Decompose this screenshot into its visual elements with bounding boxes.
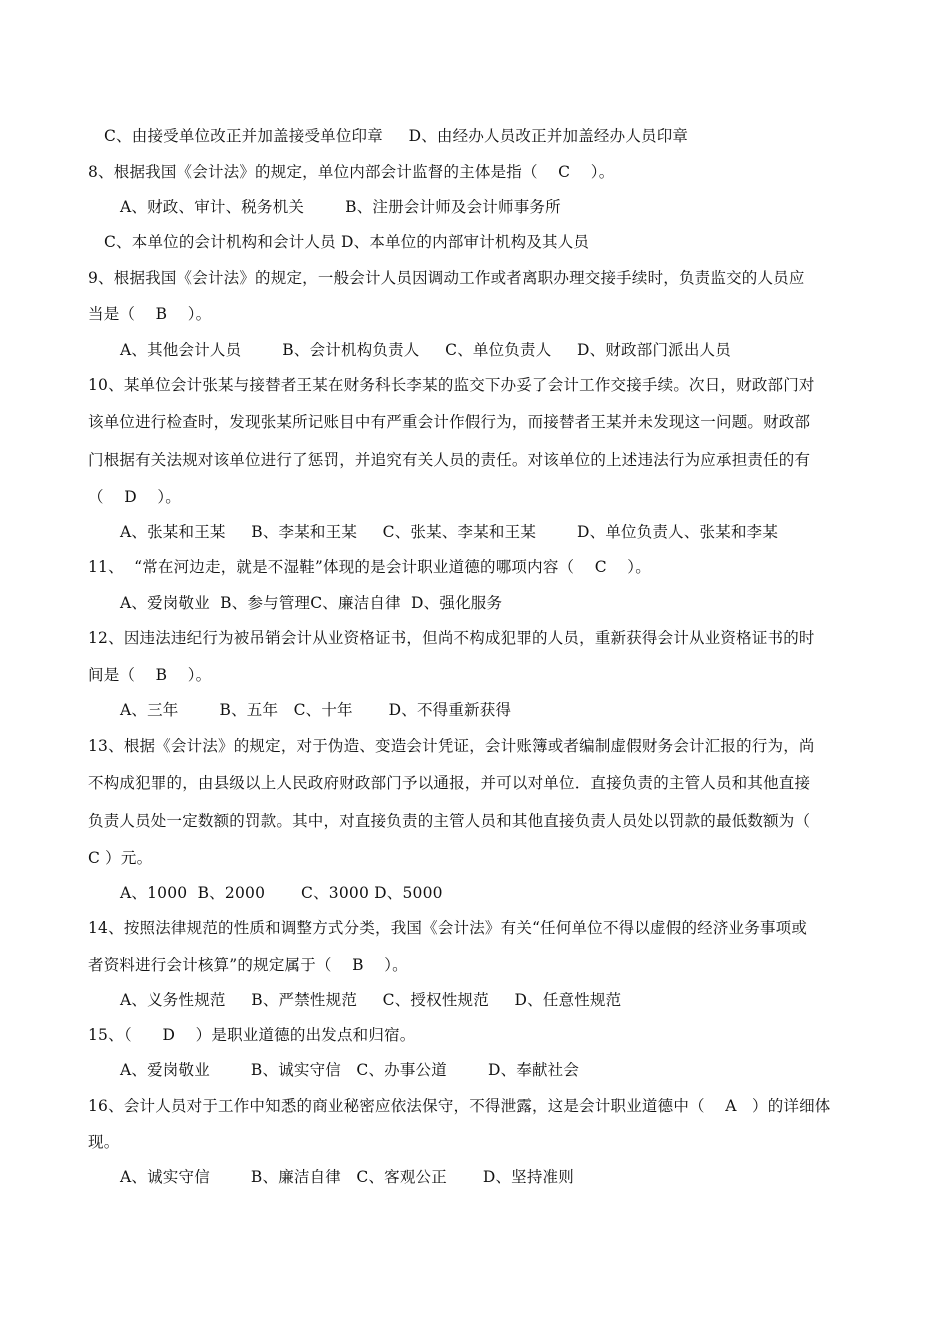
question-line: 13、根据《会计法》的规定，对于伪造、变造会计凭证，会计账簿或者编制虚假财务会计汇报的行为，尚: [88, 737, 815, 755]
option-line: A、张某和王某 B、李某和王某 C、张某、李某和王某 D、单位负责人、张某和李某: [120, 523, 779, 541]
question-line: 现。: [88, 1133, 120, 1151]
option-line: A、财政、审计、税务机关 B、注册会计师及会计师事务所: [120, 198, 561, 216]
question-line: （ D ）。: [88, 488, 181, 506]
question-line: 门根据有关法规对该单位进行了惩罚，并追究有关人员的责任。对该单位的上述违法行为应承担责任的有: [88, 451, 811, 469]
question-line: 负责人员处一定数额的罚款。其中，对直接负责的主管人员和其他直接负责人员处以罚款的最低数额为（: [88, 812, 811, 830]
question-line: 间是（ B ）。: [88, 666, 212, 684]
question-line: 12、因违法违纪行为被吊销会计从业资格证书，但尚不构成犯罪的人员，重新获得会计从业资格证书的时: [88, 629, 815, 647]
option-line: A、爱岗敬业 B、参与管理C、廉洁自律 D、强化服务: [120, 594, 503, 612]
option-line: C、由接受单位改正并加盖接受单位印章 D、由经办人员改正并加盖经办人员印章: [104, 127, 689, 145]
question-line: C ）元。: [88, 849, 153, 867]
option-line: A、三年 B、五年 C、十年 D、不得重新获得: [120, 701, 512, 719]
question-line: 当是（ B ）。: [88, 305, 212, 323]
question-line: 14、按照法律规范的性质和调整方式分类，我国《会计法》有关“任何单位不得以虚假的经济业务事项或: [88, 919, 808, 937]
question-line: 该单位进行检查时，发现张某所记账目中有严重会计作假行为，而接替者王某并未发现这一问题。财政部: [88, 413, 811, 431]
question-line: 11、 “常在河边走，就是不湿鞋”体现的是会计职业道德的哪项内容（ C ）。: [88, 558, 651, 576]
question-line: 9、根据我国《会计法》的规定，一般会计人员因调动工作或者离职办理交接手续时，负责监交的人员应: [88, 269, 805, 287]
question-line: 不构成犯罪的，由县级以上人民政府财政部门予以通报，并可以对单位．直接负责的主管人员和其他直接: [88, 774, 811, 792]
option-line: C、本单位的会计机构和会计人员 D、本单位的内部审计机构及其人员: [104, 233, 590, 251]
question-line: 10、某单位会计张某与接替者王某在财务科长李某的监交下办妥了会计工作交接手续。次日，财政部门对: [88, 376, 815, 394]
question-line: 8、根据我国《会计法》的规定，单位内部会计监督的主体是指（ C ）。: [88, 163, 615, 181]
question-line: 16、会计人员对于工作中知悉的商业秘密应依法保守，不得泄露，这是会计职业道德中（ A ）的详细体: [88, 1097, 831, 1115]
question-line: 者资料进行会计核算”的规定属于（ B ）。: [88, 956, 408, 974]
option-line: A、1000 B、2000 C、3000 D、5000: [120, 884, 443, 902]
option-line: A、爱岗敬业 B、诚实守信 C、办事公道 D、奉献社会: [120, 1061, 580, 1079]
option-line: A、义务性规范 B、严禁性规范 C、授权性规范 D、任意性规范: [120, 991, 622, 1009]
question-line: 15、（ D ）是职业道德的出发点和归宿。: [88, 1026, 416, 1044]
option-line: A、其他会计人员 B、会计机构负责人 C、单位负责人 D、财政部门派出人员: [120, 341, 731, 359]
option-line: A、诚实守信 B、廉洁自律 C、客观公正 D、坚持准则: [120, 1168, 574, 1186]
